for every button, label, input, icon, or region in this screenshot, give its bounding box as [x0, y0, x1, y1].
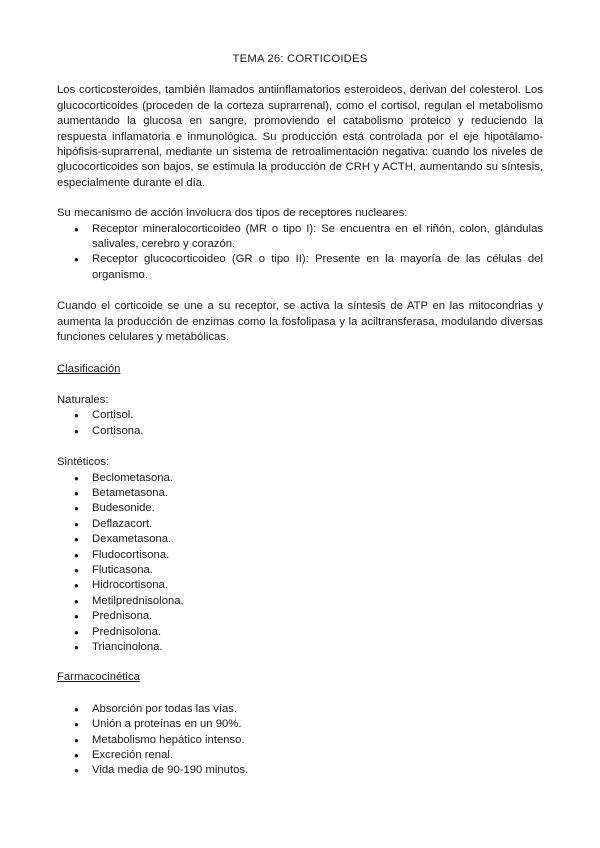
list-item: ● Excreción renal. [57, 748, 543, 763]
list-item: ● Triancinolona. [57, 640, 543, 655]
list-item: ● Absorción por todas las vías. [57, 702, 543, 717]
list-item: ● Dexametasona. [57, 532, 543, 547]
list-item: ● Beclometasona. [57, 471, 543, 486]
natural-list [57, 408, 543, 439]
list-item: ● Betametasona. [57, 486, 543, 501]
list-item: ● Cortisol. [57, 408, 543, 423]
list-item: ● Vida media de 90-190 minutos. [57, 763, 543, 778]
list-item: ● Cortisona. [57, 424, 543, 439]
synthetic-list [57, 471, 543, 656]
receptor-list [57, 222, 543, 284]
list-item: ● Metabolismo hepático intenso. [57, 733, 543, 748]
list-item: ● Hidrocortisona. [57, 578, 543, 593]
list-item: ● Fluticasona. [57, 563, 543, 578]
list-item: ● Deflazacort. [57, 517, 543, 532]
pharmacokinetics-heading: Farmacocinética [57, 671, 140, 684]
mechanism-lead: Su mecanismo de acción involucra dos tipos de receptores nucleares: [57, 207, 408, 220]
list-item: ● Fludocortisona. [57, 548, 543, 563]
list-item: ● Prednisolona. [57, 625, 543, 640]
pharmacokinetics-list [57, 702, 543, 779]
list-item: ● Receptor mineralocorticoideo (MR o tipo I): Se encuentra en el riñón, colon, glándulas salivales, cerebro y corazón. [57, 222, 543, 253]
binding-paragraph: Cuando el corticoide se une a su receptor, se activa la síntesis de ATP en las mitocondrias y aumenta la producción de enzimas como la fosfolipasa y la aciltransferasa, modulando diversas funciones celulares y metabólicas. [57, 300, 543, 344]
natural-label: Naturales: [57, 393, 109, 406]
list-item: ● Receptor glucocorticoideo (GR o tipo II): Presente en la mayoría de las células del organismo. [57, 252, 543, 283]
classification-heading: Clasificación [57, 362, 121, 375]
list-item: ● Unión a proteínas en un 90%. [57, 717, 543, 732]
list-item: ● Prednisona. [57, 609, 543, 624]
document-title: TEMA 26: CORTICOIDES [232, 53, 368, 65]
intro-paragraph: Los corticosteroides, también llamados antiinflamatorios esteroideos, derivan del colesterol. Los glucocorticoides (proceden de la corteza suprarrenal), como el cortisol, regulan el metabolismo aumentando la glucosa en sangre, promoviendo el catabolismo proteico y reduciendo la respuesta inflamatoria e inmunológica. Su producción está controlada por el eje hipotálamo-hipófisis-suprarrenal, mediante un sistema de retroalimentación negativa: cuando los niveles de glucocorticoides son bajos, se estimula la producción de CRH y ACTH, aumentando su síntesis, especialmente durante el día. [57, 84, 543, 189]
synthetic-label: Sintéticos: [57, 456, 110, 469]
list-item: ● Metilprednisolona. [57, 594, 543, 609]
list-item: ● Budesonide. [57, 501, 543, 516]
